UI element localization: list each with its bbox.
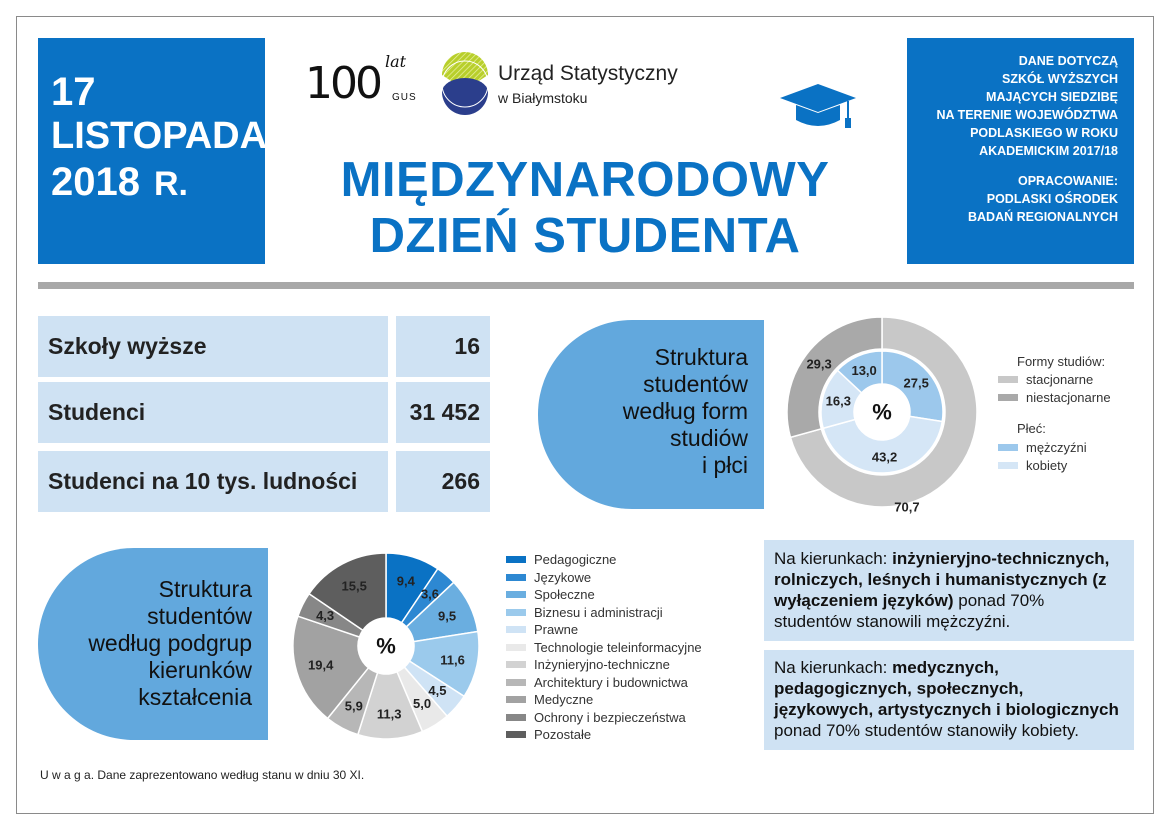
logo-100: 100	[305, 58, 380, 109]
legend-label: Prawne	[534, 622, 579, 638]
field-data-label: 11,6	[440, 652, 465, 668]
legend-fields	[506, 551, 702, 744]
panel-line: Struktura	[654, 344, 748, 370]
legend-forms	[998, 371, 1111, 406]
legend-label: Medyczne	[534, 692, 594, 708]
inner-data-label: 43,2	[871, 449, 898, 465]
date-suffix: R.	[153, 165, 188, 203]
panel-line: według podgrup	[88, 630, 252, 656]
legend-item	[506, 586, 702, 604]
legend-item	[506, 569, 702, 587]
legend-swatch	[506, 714, 526, 721]
center-label: %	[872, 399, 892, 425]
remark: U w a g a. Dane zaprezentowano według stanu w dniu 30 XI.	[40, 768, 365, 782]
inner-data-label: 13,0	[851, 363, 877, 379]
date-year: 2018	[51, 160, 140, 204]
stat-label-schools: Szkoły wyższe	[38, 316, 388, 377]
note-suffix: ponad 70% studentów stanowili mężczyźni.	[774, 591, 1045, 631]
info-line: PODLASKIEGO W ROKU	[970, 126, 1118, 140]
stat-value-schools: 16	[396, 316, 490, 377]
legend-label: Językowe	[534, 569, 592, 585]
field-data-label: 4,5	[428, 682, 447, 698]
office-name: Urząd Statystyczny	[498, 62, 678, 85]
legend-gender	[998, 439, 1087, 474]
inner-data-label: 16,3	[825, 393, 851, 409]
outer-data-label: 70,7	[894, 499, 920, 515]
field-data-label: 9,5	[438, 608, 457, 624]
legend-swatch	[506, 609, 526, 616]
note-women	[764, 650, 1134, 750]
legend-label: Biznesu i administracji	[534, 604, 663, 620]
panel-line: Struktura	[158, 576, 252, 602]
legend-label: Pozostałe	[534, 727, 592, 743]
field-data-label: 19,4	[308, 657, 334, 673]
stat-value-students-per-10k: 266	[396, 451, 490, 512]
field-data-label: 5,0	[413, 696, 432, 712]
legend-swatch	[506, 626, 526, 633]
field-data-label: 3,6	[420, 586, 440, 602]
panel-fields	[38, 548, 268, 740]
date-year-line	[51, 158, 265, 208]
legend-label: stacjonarne	[1026, 372, 1094, 388]
legend-swatch	[998, 394, 1018, 401]
info-box	[907, 38, 1134, 264]
legend-swatch	[506, 574, 526, 581]
page-title	[290, 152, 880, 264]
field-data-label: 11,3	[376, 706, 402, 722]
legend-swatch	[506, 556, 526, 563]
legend-label: Ochrony i bezpieczeństwa	[534, 709, 686, 725]
legend-label: Architektury i budownictwa	[534, 674, 688, 690]
stat-value-students: 31 452	[396, 382, 490, 443]
field-data-label: 9,4	[396, 573, 415, 589]
legend-label: kobiety	[1026, 457, 1068, 473]
legend-label: Inżynieryjno-techniczne	[534, 657, 670, 673]
legend-item	[506, 691, 702, 709]
legend-item	[998, 389, 1111, 407]
stat-label-students-per-10k: Studenci na 10 tys. ludności	[38, 451, 388, 512]
legend-swatch	[506, 696, 526, 703]
date-month: LISTOPADA	[51, 115, 268, 157]
legend-label: mężczyźni	[1026, 440, 1087, 456]
legend-swatch	[506, 731, 526, 738]
office-city: w Białymstoku	[498, 90, 588, 106]
legend-item	[998, 371, 1111, 389]
info-credit-line: OPRACOWANIE:	[1018, 174, 1118, 188]
panel-line: kształcenia	[138, 684, 252, 710]
legend-swatch	[998, 376, 1018, 383]
legend-swatch	[506, 644, 526, 651]
inner-data-label: 27,5	[903, 375, 929, 391]
title-line-1: MIĘDZYNARODOWY	[340, 153, 830, 207]
info-credit-line: BADAŃ REGIONALNYCH	[968, 210, 1118, 224]
note-prefix: Na kierunkach:	[774, 658, 893, 677]
legend-item	[506, 621, 702, 639]
note-bold: medycznych, pedagogicznych, społecznych, językowych, artystycznych i biologicznych	[774, 658, 1119, 719]
statistics-office-logo-icon	[440, 50, 490, 118]
panel-line: studiów	[670, 425, 748, 451]
legend-swatch	[998, 444, 1018, 451]
divider	[38, 282, 1134, 289]
legend-label: niestacjonarne	[1026, 389, 1111, 405]
note-suffix: ponad 70% studentów stanowiły kobiety.	[774, 721, 1079, 740]
info-credit-line: PODLASKI OŚRODEK	[986, 192, 1118, 206]
center-label: %	[376, 633, 396, 659]
info-line: MAJĄCYCH SIEDZIBĘ	[986, 90, 1118, 104]
legend-item	[506, 604, 702, 622]
legend-forms-title: Formy studiów:	[1017, 354, 1106, 369]
legend-item	[506, 726, 702, 744]
graduation-cap-icon	[780, 82, 860, 132]
field-data-label: 15,5	[341, 578, 367, 594]
date-box	[38, 38, 268, 264]
forms-gender-donut-chart	[780, 310, 985, 515]
legend-label: Społeczne	[534, 587, 595, 603]
logo-lat: lat	[385, 52, 407, 71]
panel-line: według form	[622, 398, 748, 424]
panel-forms-gender	[538, 320, 764, 509]
info-line: AKADEMICKIM 2017/18	[979, 144, 1118, 158]
panel-line: kierunków	[148, 657, 252, 683]
legend-item	[506, 551, 702, 569]
legend-swatch	[998, 462, 1018, 469]
legend-swatch	[506, 591, 526, 598]
legend-item	[998, 439, 1087, 457]
legend-item	[506, 656, 702, 674]
legend-swatch	[506, 661, 526, 668]
logo-gus: GUS	[392, 92, 417, 103]
panel-line: i płci	[701, 452, 748, 478]
legend-label: Pedagogiczne	[534, 552, 617, 568]
stat-label-students: Studenci	[38, 382, 388, 443]
outer-data-label: 29,3	[806, 356, 832, 372]
legend-item	[506, 709, 702, 727]
legend-item	[506, 639, 702, 657]
date-day: 17	[51, 70, 96, 114]
field-data-label: 4,3	[316, 608, 335, 624]
note-prefix: Na kierunkach:	[774, 549, 893, 568]
field-data-label: 5,9	[344, 698, 363, 714]
info-line: SZKÓŁ WYŻSZYCH	[1002, 72, 1118, 86]
panel-line: studentów	[643, 371, 748, 397]
legend-item	[506, 674, 702, 692]
note-bold: inżynieryjno-technicznych, rolniczych, leśnych i humanistycznych (z wyłączeniem języków)	[774, 549, 1110, 610]
fields-donut-chart	[286, 546, 486, 746]
legend-swatch	[506, 679, 526, 686]
note-men	[764, 540, 1134, 641]
info-line: NA TERENIE WOJEWÓDZTWA	[936, 108, 1118, 122]
legend-gender-title: Płeć:	[1017, 421, 1046, 436]
title-line-2: DZIEŃ STUDENTA	[369, 209, 801, 263]
info-line: DANE DOTYCZĄ	[1018, 54, 1118, 68]
legend-label: Technologie teleinformacyjne	[534, 639, 702, 655]
panel-line: studentów	[147, 603, 252, 629]
legend-item	[998, 457, 1087, 475]
